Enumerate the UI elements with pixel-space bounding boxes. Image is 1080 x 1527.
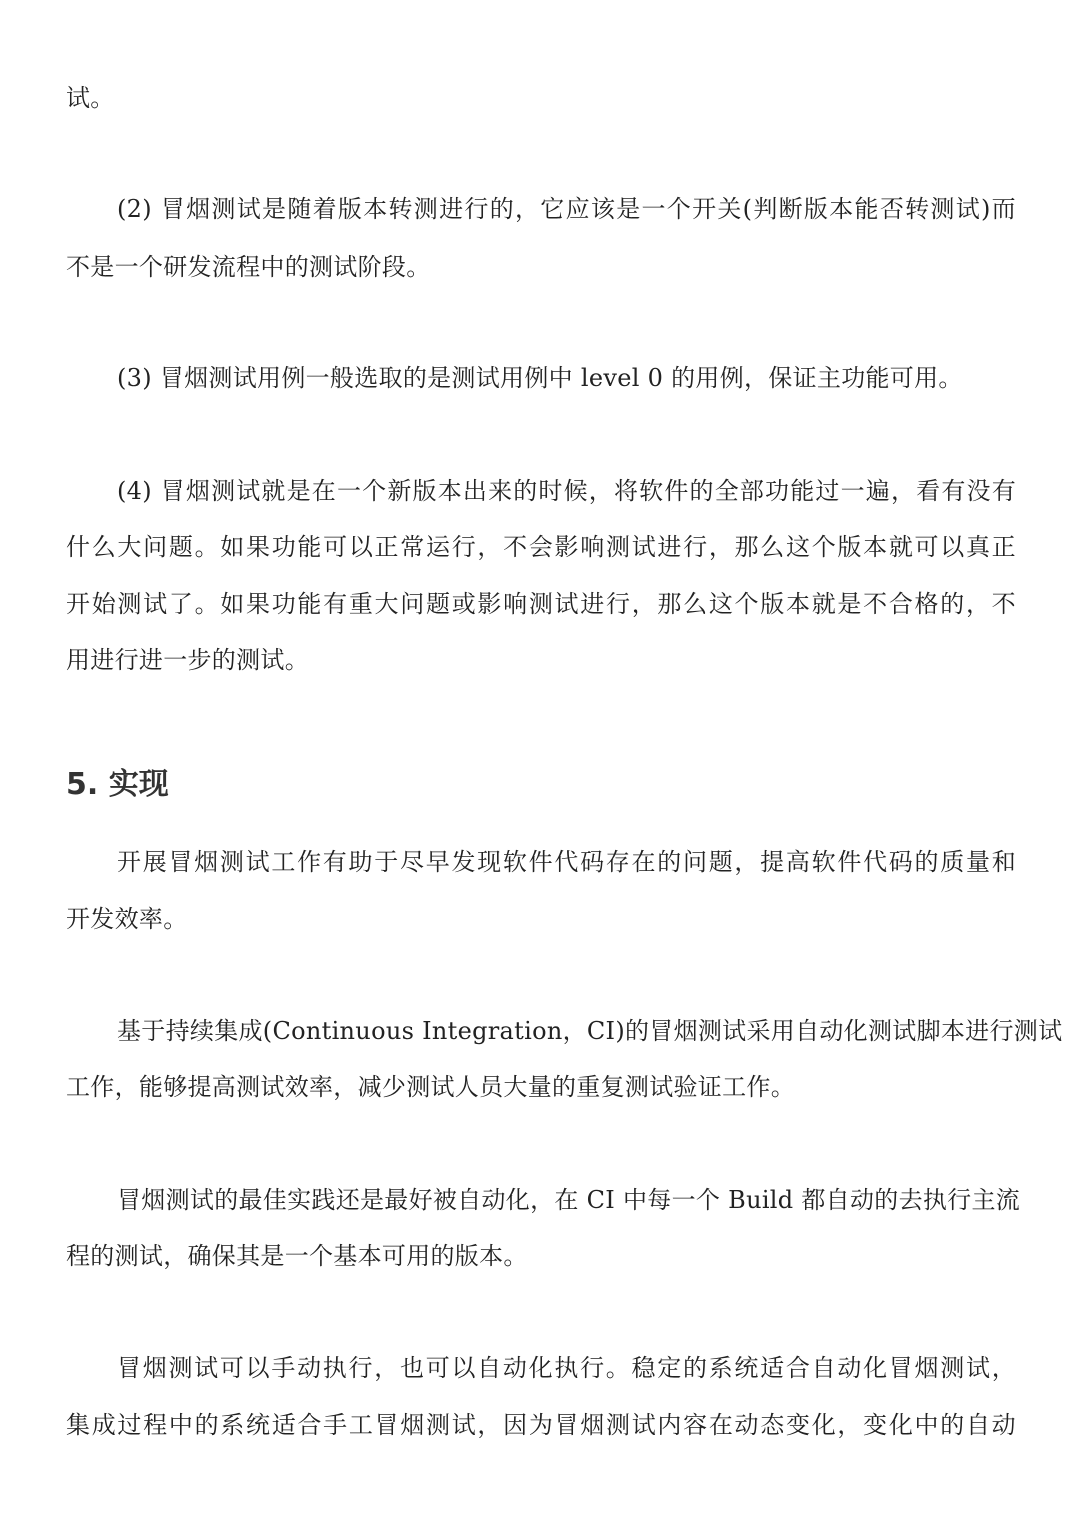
paragraph-line: 程的测试，确保其是一个基本可用的版本。 [66, 1242, 528, 1270]
section-heading: 5. 实现 [66, 767, 169, 802]
paragraph-line: 用进行进一步的测试。 [66, 646, 309, 674]
paragraph-line: 试。 [66, 84, 115, 112]
paragraph-line: (2) 冒烟测试是随着版本转测进行的，它应该是一个开关(判断版本能否转测试)而 [117, 195, 1016, 223]
paragraph-line: 工作，能够提高测试效率，减少测试人员大量的重复测试验证工作。 [66, 1073, 795, 1101]
paragraph-line: 冒烟测试可以手动执行，也可以自动化执行。稳定的系统适合自动化冒烟测试， [117, 1354, 1016, 1382]
paragraph-line: 冒烟测试的最佳实践还是最好被自动化，在 CI 中每一个 Build 都自动的去执行主流 [117, 1186, 1021, 1214]
paragraph-line: 什么大问题。如果功能可以正常运行，不会影响测试进行，那么这个版本就可以真正 [66, 533, 1016, 561]
paragraph-line: (4) 冒烟测试就是在一个新版本出来的时候，将软件的全部功能过一遍，看有没有 [117, 477, 1016, 505]
paragraph-line: (3) 冒烟测试用例一般选取的是测试用例中 level 0 的用例，保证主功能可用。 [117, 364, 963, 392]
paragraph-line: 基于持续集成(Continuous Integration，CI)的冒烟测试采用自动化测试脚本进行测试 [117, 1017, 1063, 1045]
paragraph-line: 开发效率。 [66, 905, 188, 933]
paragraph-line: 开始测试了。如果功能有重大问题或影响测试进行，那么这个版本就是不合格的，不 [66, 590, 1016, 618]
paragraph-line: 不是一个研发流程中的测试阶段。 [66, 253, 431, 281]
paragraph-line: 开展冒烟测试工作有助于尽早发现软件代码存在的问题，提高软件代码的质量和 [117, 848, 1016, 876]
paragraph-line: 集成过程中的系统适合手工冒烟测试，因为冒烟测试内容在动态变化，变化中的自动 [66, 1411, 1016, 1439]
